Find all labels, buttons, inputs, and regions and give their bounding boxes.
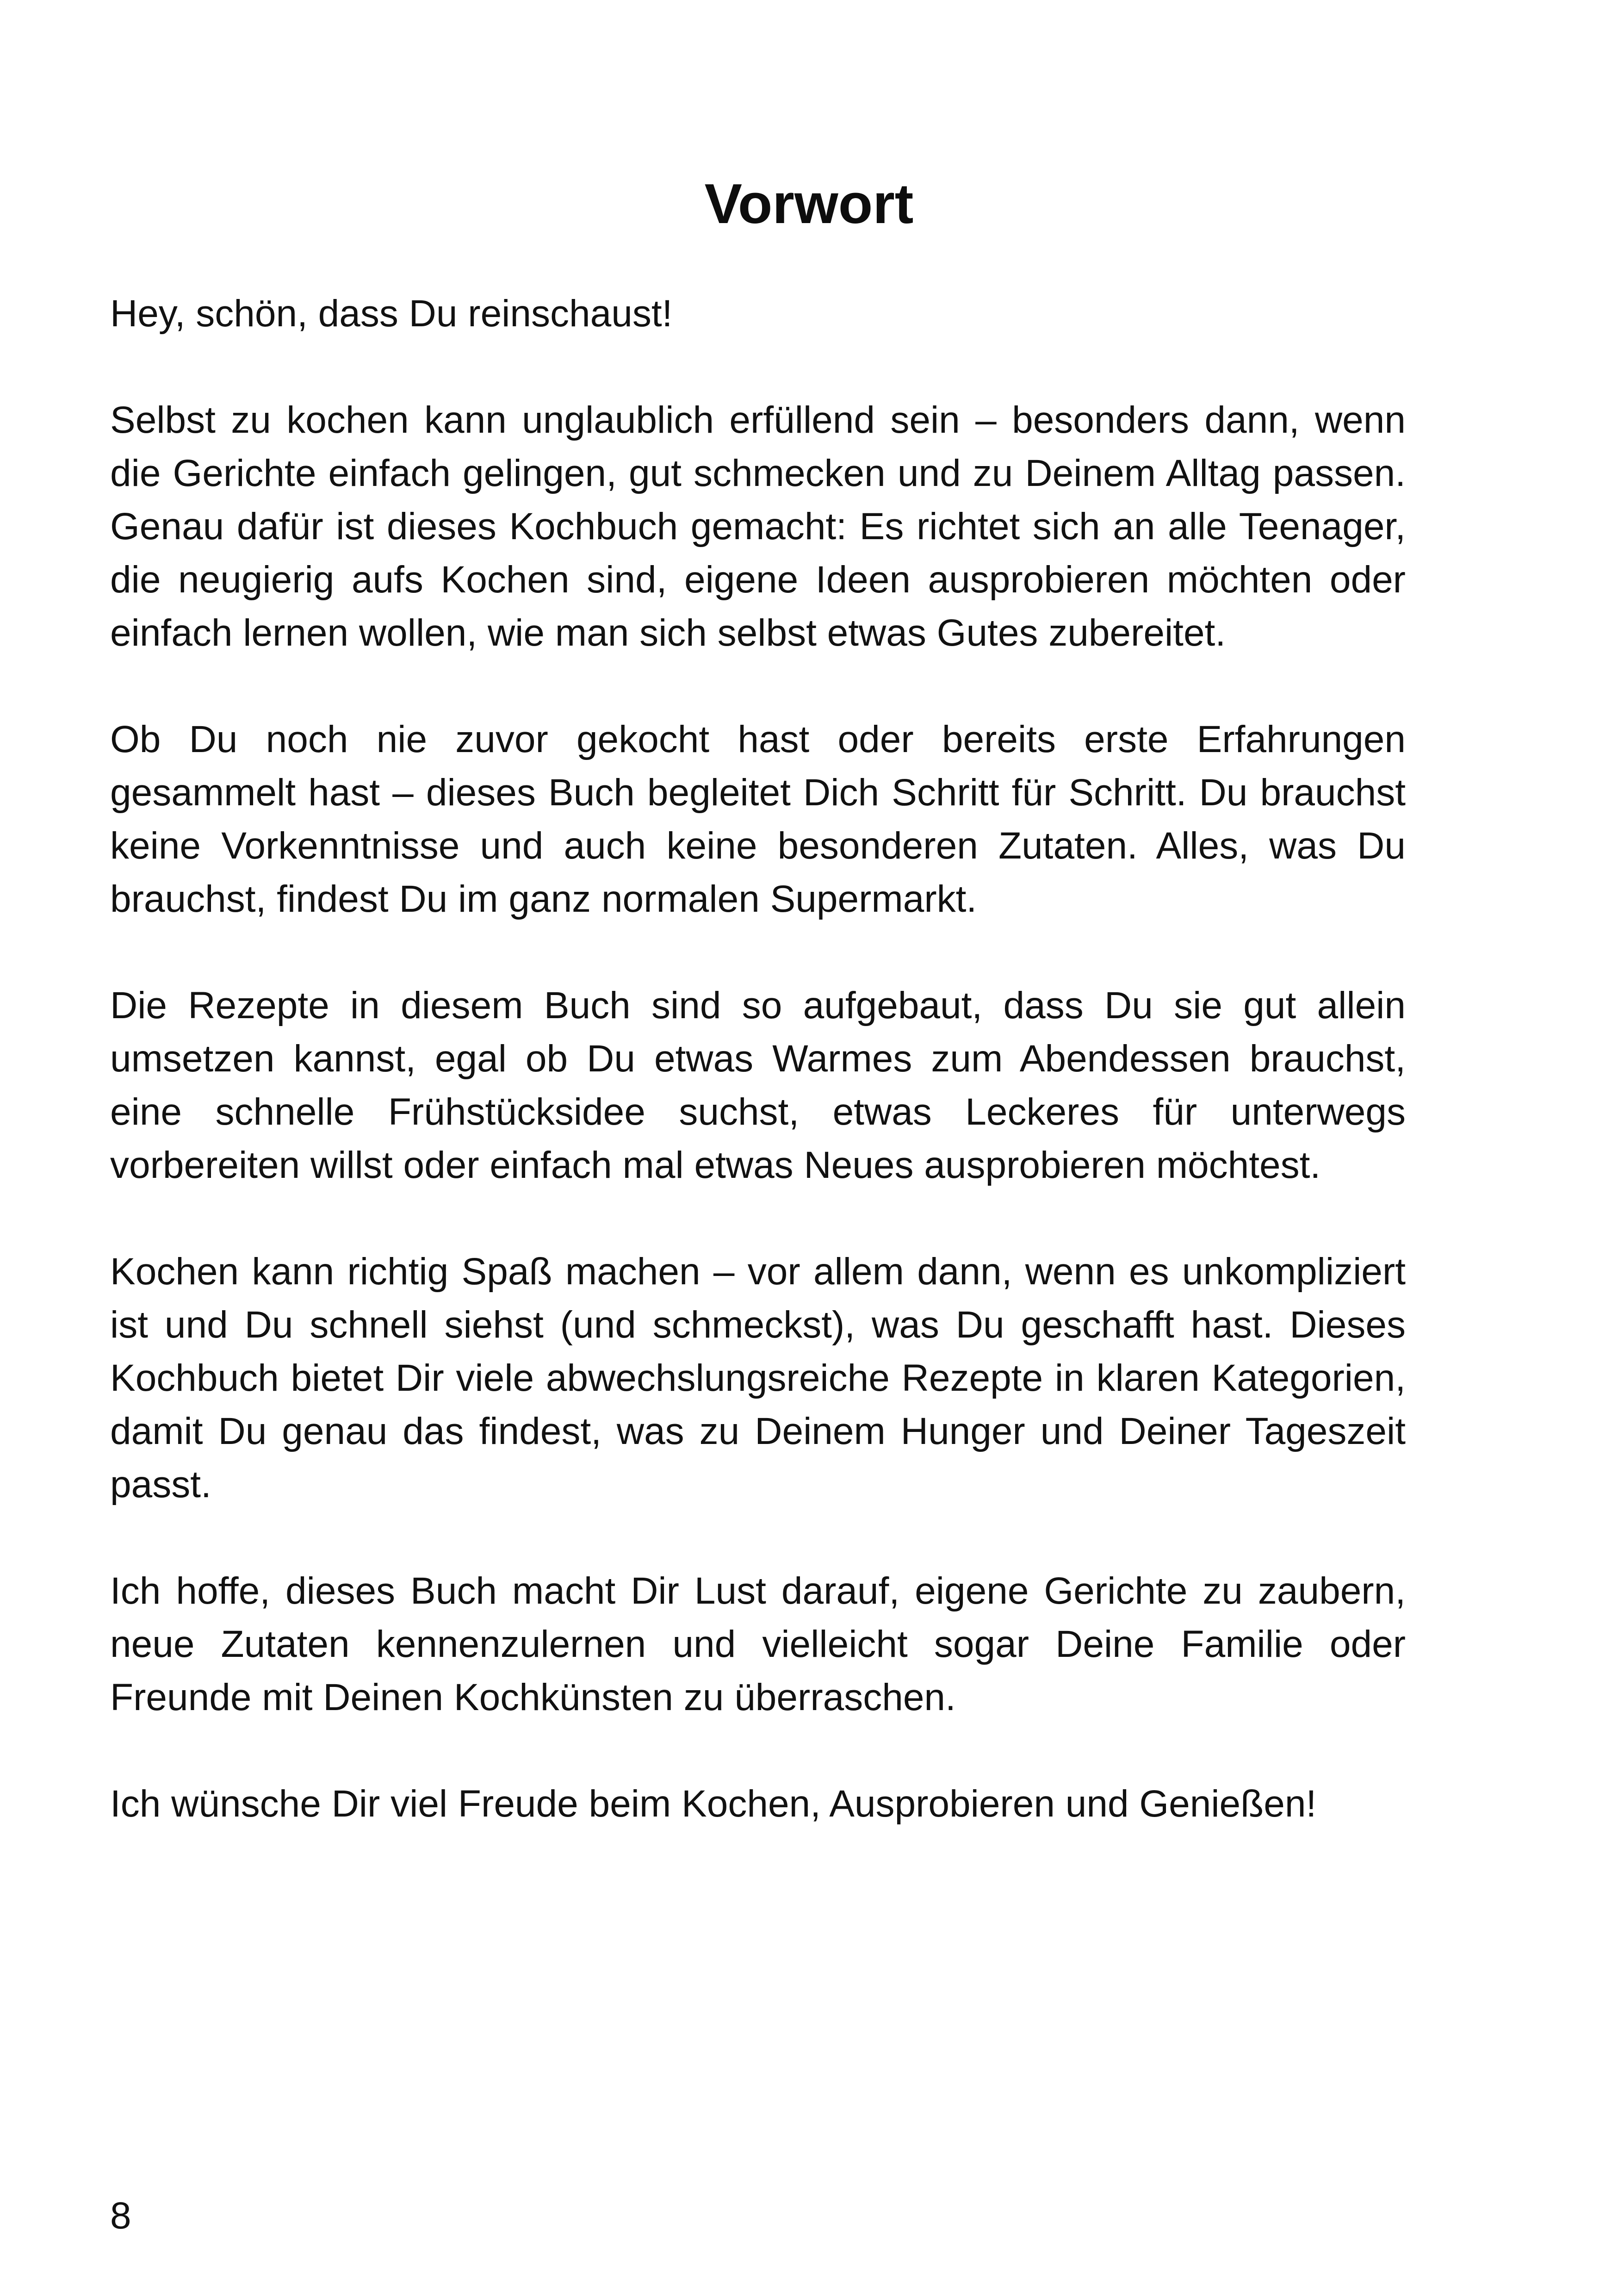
- paragraph-fun: Kochen kann richtig Spaß machen – vor allem dann, wenn es unkompliziert ist und Du schnell siehst (und schmeckst), was Du geschafft hast. Dieses Kochbuch bietet Dir viele abwechslungsreiche Rezepte in klaren Kategorien, damit Du genau das findest, was zu Deinem Hunger und Deiner Tageszeit passt.: [110, 1251, 1406, 1506]
- paragraph-hope: Ich hoffe, dieses Buch macht Dir Lust darauf, eigene Gerichte zu zaubern, neue Zutaten kennenzulernen und vielleicht sogar Deine Familie oder Freunde mit Deinen Kochkünsten zu überraschen.: [110, 1570, 1406, 1718]
- page-number: 8: [110, 2195, 131, 2237]
- paragraph-experience: Ob Du noch nie zuvor gekocht hast oder bereits erste Erfahrungen gesammelt hast – dieses Buch begleitet Dich Schritt für Schritt. Du brauchst keine Vorkenntnisse und auch keine besonderen Zutaten. Alles, was Du brauchst, findest Du im ganz normalen Supermarkt.: [110, 718, 1406, 920]
- paragraph-greeting: Hey, schön, dass Du reinschaust!: [110, 292, 673, 335]
- paragraph-recipes: Die Rezepte in diesem Buch sind so aufgebaut, dass Du sie gut allein umsetzen kannst, egal ob Du etwas Warmes zum Abendessen brauchst, eine schnelle Frühstücksidee suchst, etwas Leckeres für unterwegs vorbereiten willst oder einfach mal etwas Neues ausprobieren möchtest.: [110, 984, 1406, 1186]
- body-text: [110, 287, 1406, 1884]
- paragraph-closing: Ich wünsche Dir viel Freude beim Kochen, Ausprobieren und Genießen!: [110, 1783, 1317, 1825]
- paragraph-intro: Selbst zu kochen kann unglaublich erfüllend sein – besonders dann, wenn die Gerichte einfach gelingen, gut schmecken und zu Deinem Alltag passen. Genau dafür ist dieses Kochbuch gemacht: Es richtet sich an alle Teenager, die neugierig aufs Kochen sind, eigene Ideen ausprobieren möchten oder einfach lernen wollen, wie man sich selbst etwas Gutes zubereitet.: [110, 399, 1406, 654]
- page-title: Vorwort: [704, 172, 914, 235]
